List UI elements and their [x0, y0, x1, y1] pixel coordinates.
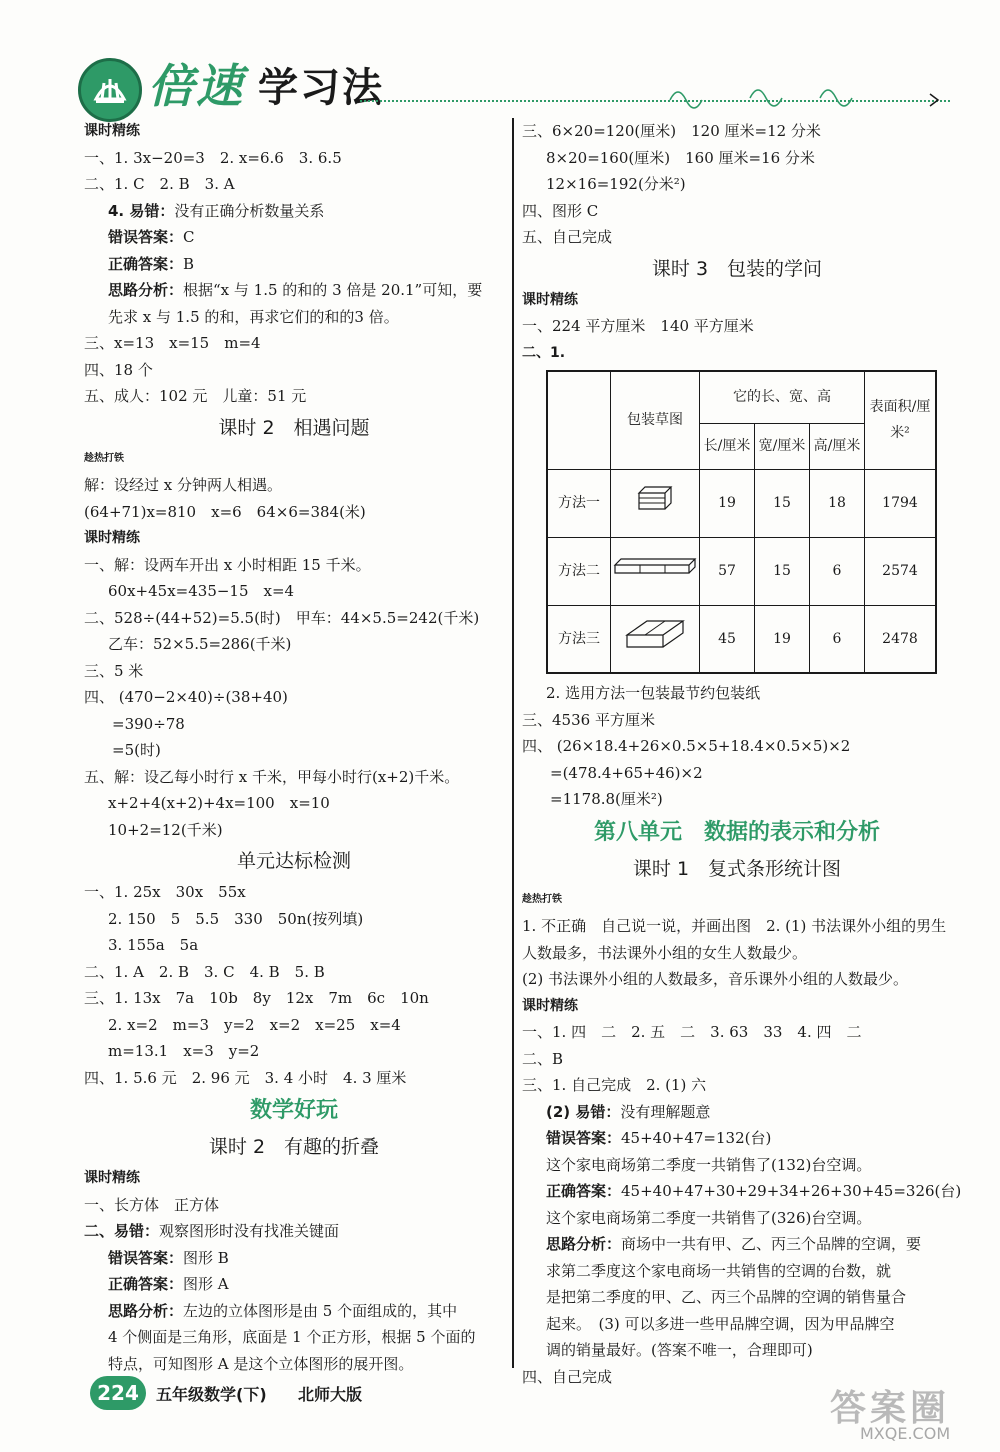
- table-header-dims: 它的长、宽、高: [700, 371, 865, 423]
- answer-line: 10+2=12(千米): [108, 820, 223, 839]
- answer-key-label: 错误答案：: [108, 1248, 184, 1267]
- answer-line: 求第二季度这个家电商场一共销售的空调的台数，就: [546, 1261, 892, 1280]
- packaging-table: [546, 370, 937, 674]
- table-row: [547, 469, 936, 537]
- answer-line: 乙车：52×5.5=286(千米): [108, 635, 292, 653]
- right-column: [522, 118, 962, 1390]
- answer-key-label: 错误答案：: [108, 228, 184, 246]
- table-header-area: 表面积/厘米²: [865, 371, 937, 469]
- answer-line: =1178.8(厘米²): [550, 790, 663, 808]
- cell-length: 45: [700, 605, 755, 673]
- answer-line: [84, 1245, 504, 1272]
- right-column-top: [522, 118, 952, 366]
- answer-key-label: 正确答案：: [546, 1182, 622, 1200]
- page-number: 224: [90, 1376, 146, 1410]
- book-logo-icon: [78, 58, 142, 122]
- cell-length: 19: [700, 469, 755, 537]
- answer-line: x+2+4(x+2)+4x=100 x=10: [108, 794, 330, 812]
- answer-line: 三、4536 平方厘米: [522, 710, 655, 729]
- answer-line: [84, 251, 504, 278]
- cell-height: 6: [810, 537, 865, 605]
- answer-value: 图形 B: [183, 1248, 229, 1267]
- answer-line: 3. 155a 5a: [108, 936, 199, 954]
- page-header: [0, 0, 1000, 118]
- answer-line: 三、6×20=120(厘米) 120 厘米=12 分米: [522, 122, 821, 140]
- answer-line: 是把第二季度的甲、乙、丙三个品牌的空调的销售量合: [546, 1288, 907, 1306]
- answer-line: [522, 1099, 952, 1126]
- answer-value: 商场中一共有甲、乙、丙三个品牌的空调，要: [621, 1235, 922, 1253]
- cell-length: 57: [700, 537, 755, 605]
- answer-line: (64+71)x=810 x=6 64×6=384(米): [84, 502, 366, 521]
- section-heading: 课时 2 相遇问题: [218, 416, 370, 439]
- answer-line: 起来。 (3) 可以多进一些甲品牌空调，因为甲品牌空: [546, 1314, 895, 1333]
- answer-line: 这个家电商场第二季度一共销售了(132)台空调。: [546, 1155, 872, 1174]
- right-column-bottom: [522, 680, 962, 1390]
- answer-line: 五、自己完成: [522, 228, 613, 246]
- answer-line: (2) 书法课外小组的人数最多，音乐课外小组的人数最少。: [522, 970, 909, 988]
- answer-line: 2. 150 5 5.5 330 50n(按列填): [108, 909, 364, 928]
- cell-area: 1794: [865, 469, 937, 537]
- answer-line: =390÷78: [112, 714, 185, 733]
- answer-line: 解：设经过 x 分钟两人相遇。: [84, 476, 282, 494]
- table-header-sketch: 包装草图: [611, 371, 700, 469]
- watermark-url: MXQE.COM: [860, 1424, 951, 1443]
- answer-key-label: 正确答案：: [108, 254, 184, 273]
- answer-line: 三、x=13 x=15 m=4: [84, 334, 261, 352]
- subsection-label: 二、1.: [522, 344, 566, 361]
- answer-line: 这个家电商场第二季度一共销售了(326)台空调。: [546, 1208, 872, 1227]
- table-corner-cell: [547, 371, 611, 469]
- section-heading: 单元达标检测: [236, 850, 351, 872]
- answer-line: [84, 1271, 504, 1298]
- subsection-label: 课时精练: [84, 123, 140, 139]
- answer-key-label: (2) 易错：: [546, 1102, 621, 1121]
- cell-height: 6: [810, 605, 865, 673]
- section-heading: 课时 2 有趣的折叠: [208, 1136, 380, 1158]
- answer-line: 12×16=192(分米²): [546, 175, 686, 193]
- answer-line: [84, 198, 504, 225]
- answer-line: 四、18 个: [84, 360, 153, 379]
- answer-value: 根据“x 与 1.5 的和的 3 倍是 20.1”可知，要: [183, 281, 483, 299]
- answer-value: 没有正确分析数量关系: [174, 201, 325, 220]
- practice-label: 趁热打铁: [522, 893, 562, 905]
- answer-key-label: 思路分析：: [108, 281, 184, 299]
- answer-line: [522, 1125, 952, 1152]
- unit-heading: 第八单元 数据的表示和分析: [593, 819, 880, 845]
- book-title: 五年级数学(下): [156, 1385, 267, 1404]
- subsection-label: 课时精练: [522, 291, 578, 308]
- table-header-width: 宽/厘米: [755, 423, 810, 469]
- answer-line: 三、5 米: [84, 661, 144, 680]
- table-row: [547, 537, 936, 605]
- section-heading: 课时 3 包装的学问: [651, 257, 823, 280]
- answer-line: 三、1. 13x 7a 10b 8y 12x 7m 6c 10n: [84, 989, 429, 1007]
- answer-line: 四、自己完成: [522, 1367, 613, 1386]
- book-edition: 北师大版: [298, 1385, 363, 1404]
- answer-line: [84, 277, 504, 304]
- answer-line: 一、1. 四 二 2. 五 二 3. 63 33 4. 四 二: [522, 1023, 862, 1041]
- column-divider: [512, 118, 514, 1368]
- answer-line: 8×20=160(厘米) 160 厘米=16 分米: [546, 148, 815, 167]
- method-name: 方法一: [547, 469, 611, 537]
- answer-line: 二、B: [522, 1049, 564, 1068]
- answer-value: 图形 A: [183, 1275, 229, 1293]
- brand-name-green: 倍速: [148, 59, 244, 113]
- answer-line: 一、224 平方厘米 140 平方厘米: [522, 317, 754, 335]
- table-header-length: 长/厘米: [700, 423, 755, 469]
- answer-paragraph: 1. 不正确 自己说一说，并画出图 2. (1) 书法课外小组的男生人数最多，书法课外小组的女生人数最少。: [522, 917, 947, 962]
- answer-line: =5(时): [112, 741, 161, 759]
- answer-line: 五、解：设乙每小时行 x 千米，甲每小时行(x+2)千米。: [84, 767, 460, 786]
- answer-line: 二、1. A 2. B 3. C 4. B 5. B: [84, 962, 325, 981]
- cell-width: 15: [755, 537, 810, 605]
- cell-height: 18: [810, 469, 865, 537]
- answer-value: 45+40+47+30+29+34+26+30+45=326(台): [621, 1182, 962, 1200]
- answer-line: 60x+45x=435−15 x=4: [108, 582, 295, 600]
- answer-value: 没有理解题意: [620, 1102, 711, 1121]
- answer-line: 4 个侧面是三角形，底面是 1 个正方形，根据 5 个面的: [108, 1328, 476, 1346]
- answer-key-label: 思路分析：: [546, 1235, 622, 1253]
- package-sketch-stack-icon: [611, 469, 700, 537]
- subsection-label: 课时精练: [522, 997, 578, 1014]
- answer-value: 观察图形时没有找准关键面: [159, 1222, 340, 1240]
- answer-line: 二、528÷(44+52)=5.5(时) 甲车：44×5.5=242(千米): [84, 608, 480, 627]
- cell-width: 19: [755, 605, 810, 673]
- answer-line: 2. x=2 m=3 y=2 x=2 x=25 x=4: [108, 1015, 401, 1034]
- answer-line: 调的销量最好。(答案不唯一，合理即可): [546, 1341, 813, 1359]
- answer-line: 一、1. 3x−20=3 2. x=6.6 3. 6.5: [84, 148, 342, 167]
- watermark: [820, 1380, 980, 1446]
- answer-key-label: 4. 易错：: [108, 201, 175, 220]
- answer-line: 先求 x 与 1.5 的和，再求它们的和的3 倍。: [108, 307, 399, 326]
- unit-heading: 数学好玩: [249, 1098, 338, 1123]
- answer-line: 四、图形 C: [522, 201, 599, 220]
- cell-area: 2478: [865, 605, 937, 673]
- answer-line: 四、1. 5.6 元 2. 96 元 3. 4 小时 4. 3 厘米: [84, 1068, 407, 1087]
- answer-key-label: 思路分析：: [108, 1301, 184, 1320]
- answer-value: C: [183, 228, 195, 246]
- answer-line: 五、成人：102 元 儿童：51 元: [84, 387, 307, 405]
- subsection-label: 课时精练: [84, 1170, 140, 1186]
- answer-line: [522, 1178, 962, 1205]
- left-column: [84, 118, 504, 1377]
- answer-value: 45+40+47=132(台): [621, 1129, 772, 1147]
- answer-line: [84, 1218, 504, 1245]
- answer-line: 一、1. 25x 30x 55x: [84, 883, 246, 901]
- answer-line: 四、 (470−2×40)÷(38+40): [84, 688, 288, 706]
- answer-line: 一、长方体 正方体: [84, 1195, 220, 1214]
- package-sketch-flat-icon: [611, 605, 700, 673]
- brand-name-black: 学习法: [258, 65, 384, 111]
- answer-value: B: [183, 254, 195, 273]
- answer-line: [84, 224, 504, 251]
- answer-line: 四、 (26×18.4+26×0.5×5+18.4×0.5×5)×2: [522, 737, 851, 755]
- answer-line: 三、1. 自己完成 2. (1) 六: [522, 1076, 707, 1094]
- watermark-text: 答案圈: [830, 1388, 951, 1429]
- answer-line: m=13.1 x=3 y=2: [108, 1042, 260, 1060]
- section-heading: 课时 1 复式条形统计图: [632, 857, 842, 880]
- answer-line: 一、解：设两车开出 x 小时相距 15 千米。: [84, 555, 371, 574]
- answer-line: [522, 1231, 952, 1258]
- cell-width: 15: [755, 469, 810, 537]
- answer-value: 左边的立体图形是由 5 个面组成的，其中: [183, 1301, 458, 1320]
- subsection-label: 课时精练: [84, 530, 140, 546]
- cell-area: 2574: [865, 537, 937, 605]
- header-swirl-decoration: [660, 80, 950, 110]
- answer-key-label: 二、易错：: [84, 1222, 160, 1240]
- package-sketch-row-icon: [611, 537, 700, 605]
- answer-line: [84, 1298, 504, 1325]
- answer-line: 二、1. C 2. B 3. A: [84, 175, 235, 193]
- answer-line: 2. 选用方法一包装最节约包装纸: [546, 684, 761, 702]
- method-name: 方法二: [547, 537, 611, 605]
- answer-line: =(478.4+65+46)×2: [550, 763, 703, 782]
- answer-key-label: 错误答案：: [546, 1129, 622, 1147]
- method-name: 方法三: [547, 605, 611, 673]
- table-header-height: 高/厘米: [810, 423, 865, 469]
- table-row: [547, 605, 936, 673]
- answer-line: 特点，可知图形 A 是这个立体图形的展开图。: [108, 1354, 414, 1373]
- answer-key-label: 正确答案：: [108, 1275, 184, 1293]
- practice-label: 趁热打铁: [84, 452, 124, 464]
